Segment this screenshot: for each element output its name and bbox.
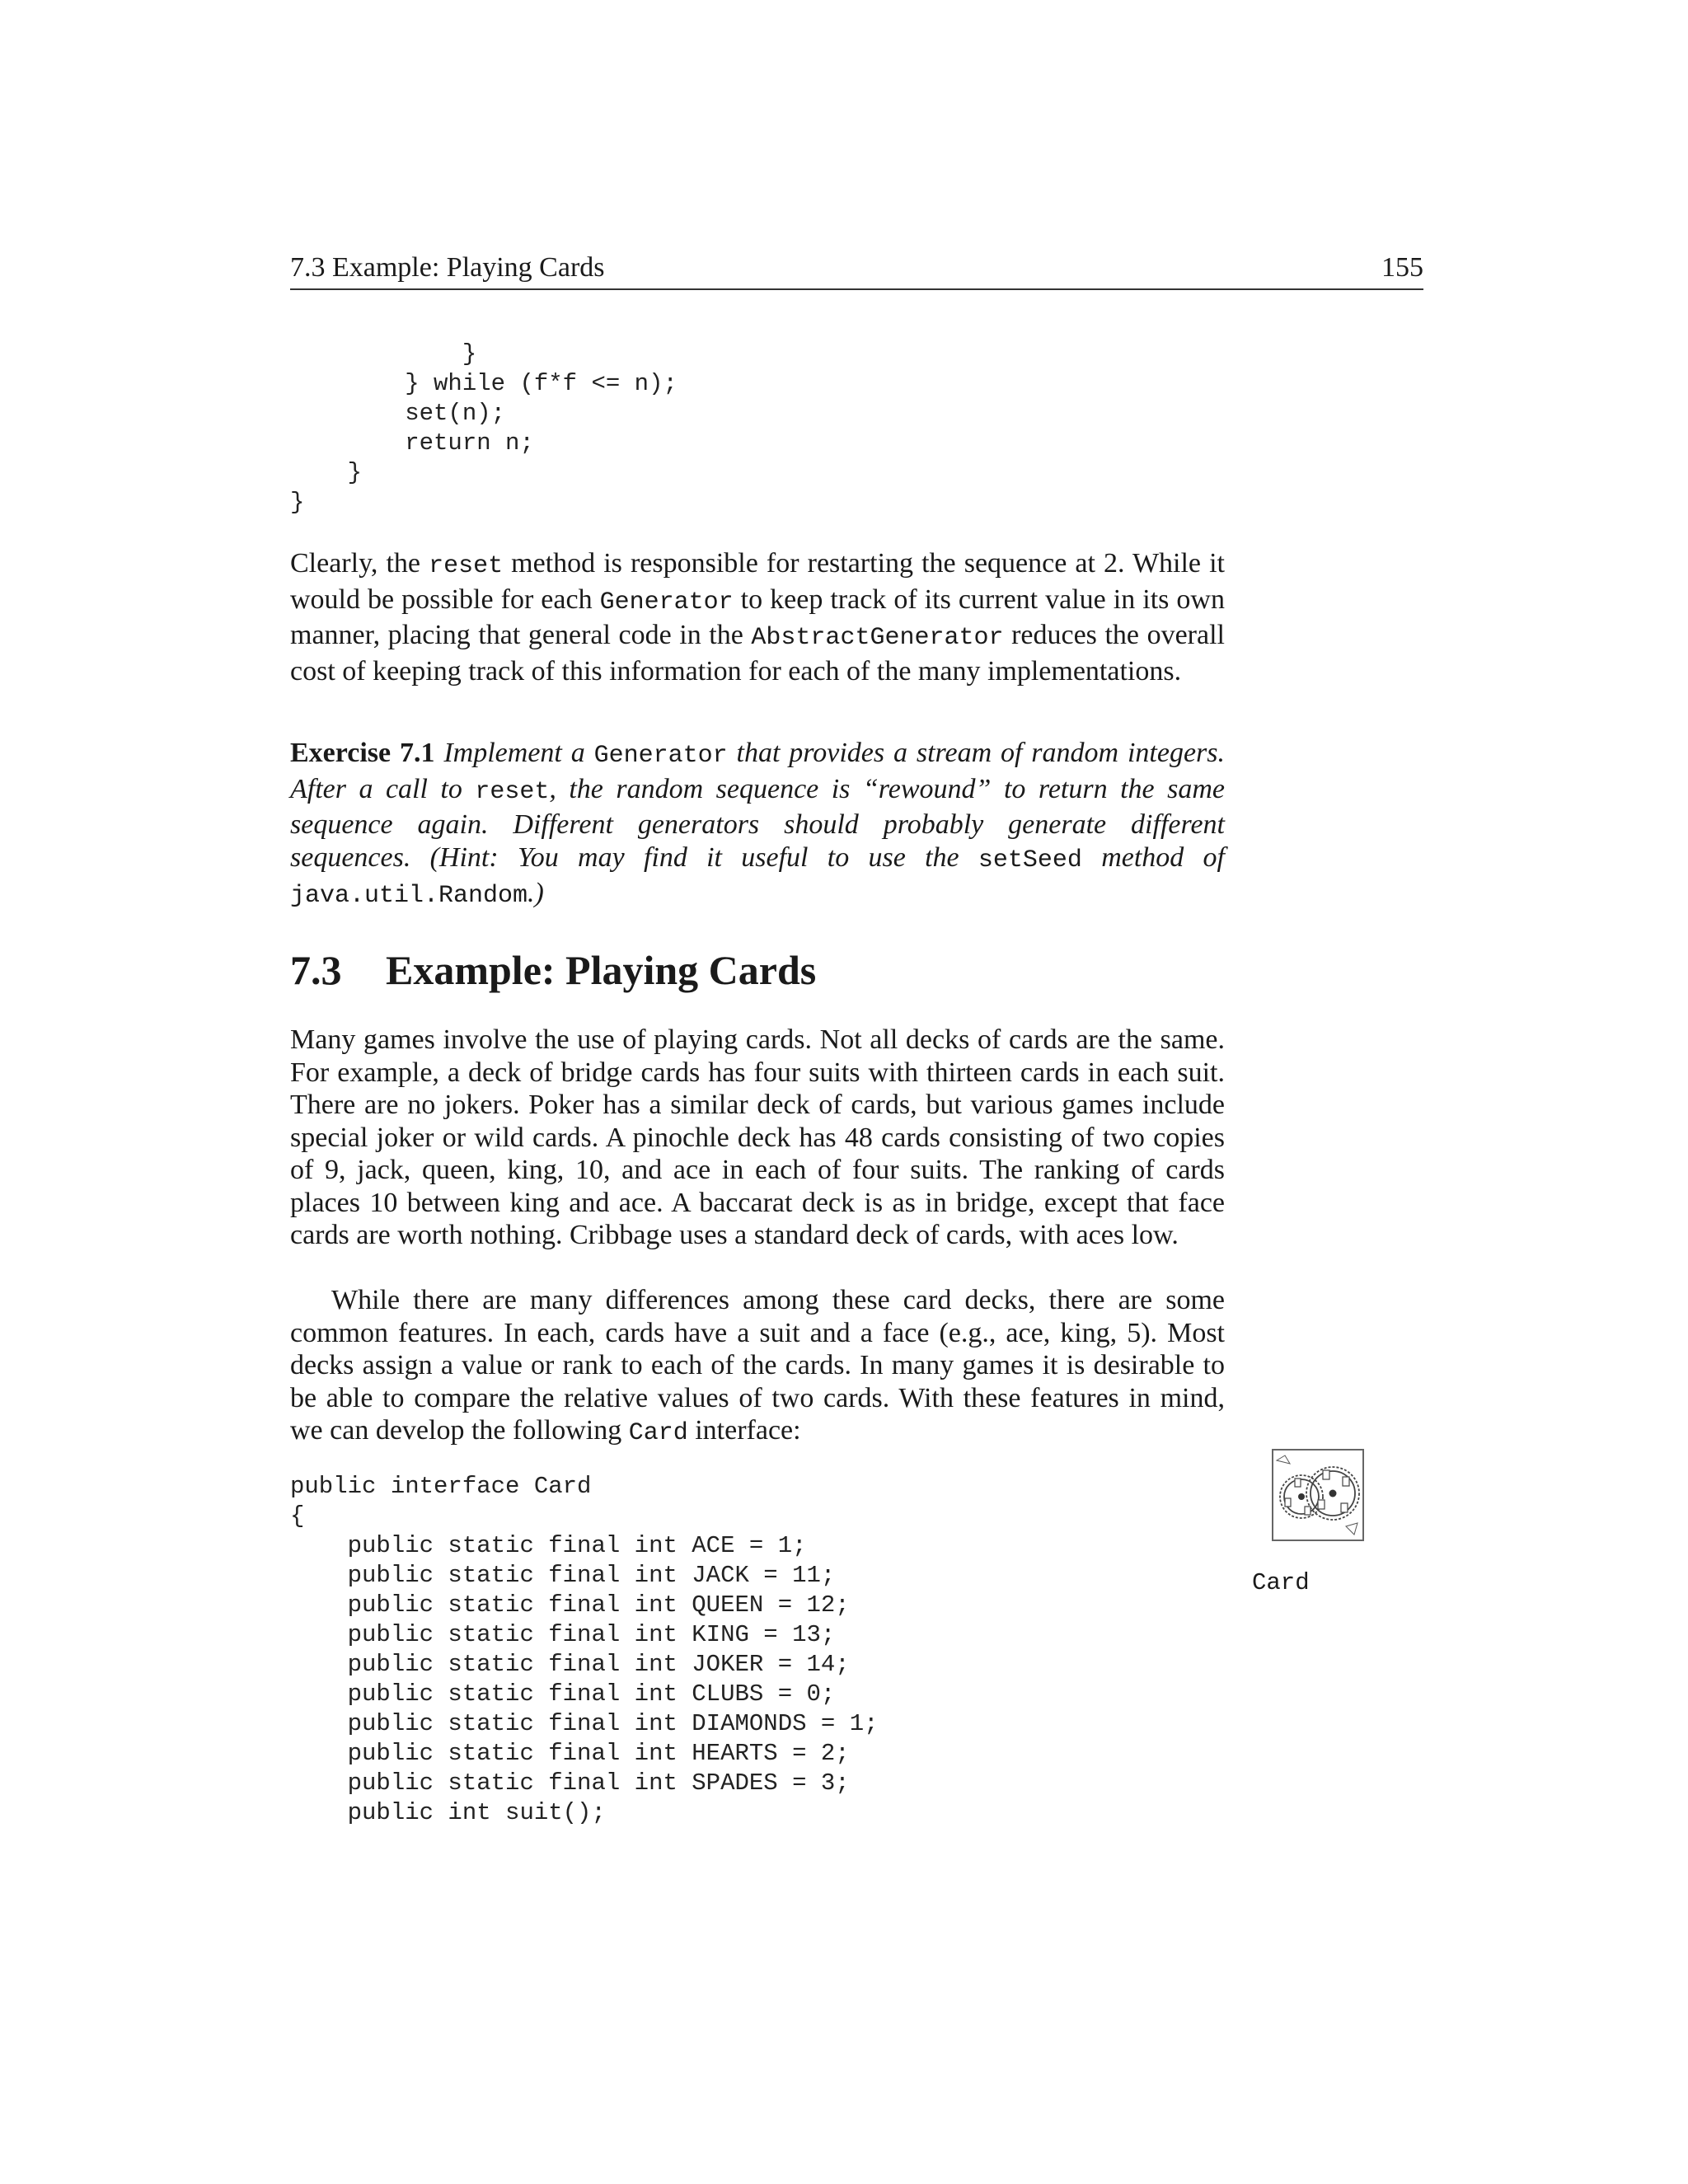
code-line: public static final int SPADES = 3; xyxy=(290,1769,850,1797)
code-term: java.util.Random xyxy=(290,882,528,910)
margin-label-card: Card xyxy=(1252,1569,1310,1596)
code-line: set(n); xyxy=(290,400,506,427)
code-term: Generator xyxy=(599,588,734,616)
code-line: } while (f*f <= n); xyxy=(290,370,678,397)
text-run: .) xyxy=(528,878,544,908)
code-line: public static final int CLUBS = 0; xyxy=(290,1680,836,1708)
code-line: public static final int ACE = 1; xyxy=(290,1532,807,1559)
text-run: to keep track of its current value in its own manner, placing that general code in the xyxy=(290,583,1225,650)
code-line: } xyxy=(290,340,477,368)
code-line: public static final int JOKER = 14; xyxy=(290,1651,850,1678)
paragraph-common-features xyxy=(290,1284,1225,1451)
code-term: Card xyxy=(628,1419,688,1447)
code-line: public static final int HEARTS = 2; xyxy=(290,1740,850,1767)
code-line: { xyxy=(290,1502,305,1530)
code-line: public int suit(); xyxy=(290,1799,606,1826)
text-run: interface: xyxy=(687,1415,801,1446)
text-run: method of xyxy=(1081,841,1226,873)
text-run: While there are many differences among these card decks, there are some common features. In each, cards have a suit and a face (e.g., ace, king, 5). Most decks assign a value or rank to each of the cards. In many games it is desirable to be able to compare the relative values of two cards. With these features in mind, we can develop the following xyxy=(290,1285,1225,1446)
page-number: 155 xyxy=(1381,252,1423,283)
running-header xyxy=(290,249,1423,290)
code-line: public static final int DIAMONDS = 1; xyxy=(290,1710,879,1737)
text-run: that provides a stream of random integers. After a call to xyxy=(290,738,1225,804)
text-run: method is responsible for restarting the sequence at 2. While it would be possible for each xyxy=(290,548,1225,615)
code-listing-generator-end xyxy=(290,340,678,518)
code-line: public interface Card xyxy=(290,1473,592,1500)
exercise-7-1 xyxy=(290,737,1225,913)
code-term: reset xyxy=(475,777,550,806)
gears-icon xyxy=(1272,1449,1364,1541)
code-line: public static final int KING = 13; xyxy=(290,1621,836,1648)
text-run: Implement a xyxy=(443,738,594,768)
section-title: Example: Playing Cards xyxy=(386,947,817,993)
code-line: public static final int JACK = 11; xyxy=(290,1562,836,1589)
text-run: , the random sequence is “rewound” to return the same sequence again. Different generators should probably generate different sequences. (Hint: You may find it useful to use the xyxy=(290,773,1225,873)
code-term: setSeed xyxy=(978,846,1082,874)
code-term: AbstractGenerator xyxy=(751,624,1004,652)
code-line: } xyxy=(290,489,305,516)
code-line: return n; xyxy=(290,429,534,457)
text-run: Clearly, the xyxy=(290,548,429,579)
running-title: 7.3 Example: Playing Cards xyxy=(290,252,605,283)
text-run: reduces the overall cost of keeping track of this information for each of the many implementations. xyxy=(290,620,1225,687)
code-term: Generator xyxy=(593,742,728,770)
code-listing-card-interface xyxy=(290,1472,879,1828)
code-line: } xyxy=(290,459,363,486)
code-line: public static final int QUEEN = 12; xyxy=(290,1591,850,1619)
exercise-label: Exercise 7.1 xyxy=(290,738,435,768)
paragraph-reset-method xyxy=(290,547,1225,687)
code-term: reset xyxy=(429,552,504,580)
section-number: 7.3 xyxy=(290,947,342,993)
section-heading xyxy=(290,946,816,994)
paragraph-card-decks: Many games involve the use of playing cards. Not all decks of cards are the same. For example, a deck of bridge cards has four suits with thirteen cards in each suit. There are no jokers. Poker has a similar deck of cards, but various games include special joker or wild cards. A pinochle deck has 48 cards consisting of two copies of 9, jack, queen, king, 10, and ace in each of four suits. The ranking of cards places 10 between king and ace. A baccarat deck is as in bridge, except that face cards are worth nothing. Cribbage uses a standard deck of cards, with aces low. xyxy=(290,1024,1225,1250)
